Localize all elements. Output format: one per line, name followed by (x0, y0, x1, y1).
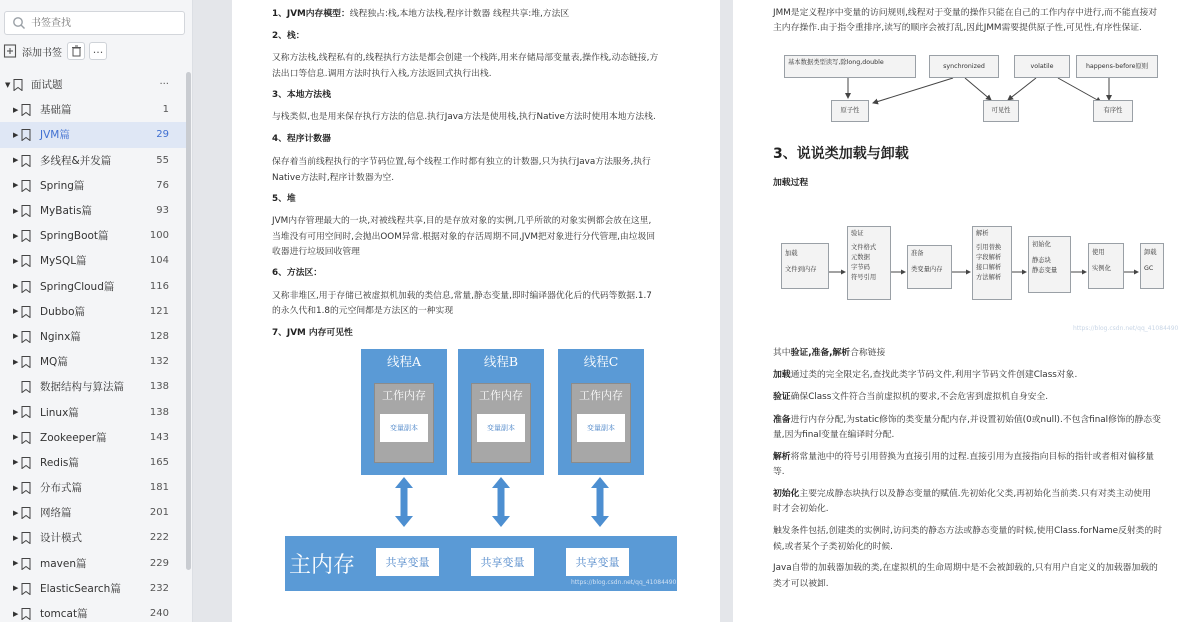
add-bookmark-icon (3, 44, 17, 58)
heap-text-line3: 收器进行垃圾回收管理 (272, 247, 360, 257)
flow-step-resolve-item: 引用替换 (976, 244, 1002, 251)
sidebar-item-label: JVM篇 (40, 129, 70, 142)
sidebar-item[interactable] (0, 349, 186, 374)
flow-step-prepare-desc: 类变量内存 (911, 266, 943, 273)
jmm-box-happens-before: happens-before原则 (1076, 55, 1158, 78)
delete-bookmark-button[interactable] (67, 42, 85, 60)
flow-step-use-desc: 实例化 (1092, 265, 1111, 272)
sidebar-item-label: maven篇 (40, 557, 87, 570)
sidebar-item-page: 104 (149, 255, 169, 267)
sidebar-item-page: 138 (149, 381, 169, 393)
sidebar-item-page: 100 (149, 230, 169, 242)
bookmark-icon (21, 155, 31, 167)
flow-step-resolve (972, 226, 1012, 300)
flow-step-verify (847, 226, 891, 300)
bookmark-icon (21, 331, 31, 343)
resolve-text-line2: 等. (773, 467, 785, 477)
flow-step-verify-item: 元数据 (851, 254, 870, 261)
pdf-page-right (733, 0, 1192, 622)
add-bookmark-button[interactable] (3, 42, 62, 60)
bookmark-icon (13, 79, 23, 91)
sidebar-item-label: 多线程&并发篇 (40, 154, 112, 167)
sidebar-item-page: 181 (149, 482, 169, 494)
heap-text-line1: JVM内存管理最大的一块,对被线程共享,目的是存放对象的实例,几乎所欲的对象实例都会放在这里, (272, 216, 652, 226)
bookmark-icon (21, 104, 31, 116)
shared-var-box: 共享变量 (471, 548, 534, 576)
expand-arrow-icon[interactable]: ▶ (13, 533, 19, 542)
thread-b-label: 线程B (483, 354, 519, 369)
jmm-box-basic-types: 基本数据类型读写,除long,double (784, 55, 916, 78)
sidebar-item-label: 基础篇 (40, 104, 72, 117)
stack-text-line2: 法出口等信息.调用方法时执行入栈,方法返回式执行出栈. (272, 69, 492, 79)
jmm-text-line2: 主内存操作.由于指令重排序,读写的顺序会被打乱,因此JMM需要提供原子性,可见性,有序性保证. (773, 23, 1142, 33)
more-options-button[interactable] (89, 42, 107, 60)
bookmark-icon (21, 406, 31, 418)
sidebar-item-page: 1 (162, 104, 169, 116)
var-copy-box: 变量副本 (477, 414, 525, 442)
sidebar-item-page: 201 (149, 507, 169, 519)
flow-step-verify-title: 验证 (851, 230, 864, 237)
section-heading-heap: 5、堆 (272, 194, 296, 204)
work-memory-label: 工作内存 (382, 389, 426, 402)
bookmark-icon (21, 230, 31, 242)
main-memory-label: 主内存 (289, 553, 356, 578)
jmm-result-ordering: 有序性 (1093, 100, 1133, 122)
trash-icon (71, 45, 82, 57)
sidebar-item[interactable] (0, 601, 186, 622)
sidebar-item-label: Linux篇 (40, 406, 79, 419)
jmm-box-synchronized: synchronized (929, 55, 999, 78)
bookmark-icon (21, 432, 31, 444)
sidebar-item[interactable] (0, 97, 186, 122)
jmm-result-atomicity: 原子性 (831, 100, 869, 122)
bookmark-root-label: 面试题 (31, 79, 63, 92)
bookmark-icon (21, 281, 31, 293)
flow-step-resolve-item: 接口解析 (976, 264, 1002, 271)
bookmark-icon (21, 457, 31, 469)
load-term: 加载 (773, 370, 791, 380)
sidebar-item-page: 240 (149, 608, 169, 620)
bookmark-tree (0, 72, 186, 622)
sidebar-item[interactable] (0, 425, 186, 450)
sidebar-item-label: tomcat篇 (40, 608, 88, 621)
bookmark-root-item[interactable] (0, 72, 186, 97)
sidebar-item-label: Spring篇 (40, 179, 85, 192)
page-gap-right (720, 0, 733, 622)
flow-step-load (781, 243, 829, 289)
resolve-term: 解析 (773, 452, 791, 462)
var-copy-box: 变量副本 (380, 414, 428, 442)
sidebar-item-page: 229 (149, 557, 169, 569)
flow-step-load-title: 加载 (785, 250, 798, 257)
sidebar-item[interactable] (0, 500, 186, 525)
double-arrow-b-icon (491, 477, 511, 527)
expand-arrow-icon[interactable]: ▶ (13, 156, 19, 165)
section-heading-jvm-model: 1、JVM内存模型： (272, 9, 350, 19)
unload-text-line1: Java自带的加载器加载的类,在虚拟机的生命周期中是不会被卸载的,只有用户自定义的加载器加载的 (773, 563, 1158, 573)
sidebar-item-label: 分布式篇 (40, 482, 82, 495)
native-stack-text: 与栈类似,也是用来保存执行方法的信息.执行Java方法是使用栈,执行Native方法时使用本地方法栈. (272, 112, 656, 122)
work-memory-label: 工作内存 (479, 389, 523, 402)
bookmark-icon (21, 507, 31, 519)
sidebar-item[interactable] (0, 223, 186, 248)
unload-text-line2: 类才可以被卸. (773, 579, 829, 589)
flow-step-init (1028, 236, 1071, 293)
expand-arrow-icon[interactable]: ▶ (13, 181, 19, 190)
flow-step-unload-title: 卸载 (1144, 249, 1157, 256)
more-options-label: ... (92, 42, 104, 56)
double-arrow-c-icon (590, 477, 610, 527)
sidebar-item[interactable] (0, 122, 186, 147)
bookmark-icon (21, 356, 31, 368)
load-text: 通过类的完全限定名,查找此类字节码文件,利用字节码文件创建Class对象. (790, 370, 1078, 380)
var-copy-box: 变量副本 (577, 414, 625, 442)
flow-watermark: https://blog.csdn.net/qq_41084490 (1073, 325, 1179, 332)
sidebar-item-label: MySQL篇 (40, 255, 87, 268)
trigger-text-line2: 候,或者某个子类初始化的时候. (773, 542, 893, 552)
expand-arrow-icon[interactable]: ▶ (13, 483, 19, 492)
prepare-text-line2: 量,因为final变量在编译时分配. (773, 430, 895, 440)
sidebar-item-page: 128 (149, 330, 169, 342)
thread-c-box (558, 349, 644, 475)
sidebar-item[interactable] (0, 198, 186, 223)
sidebar-item[interactable] (0, 148, 186, 173)
sidebar-item[interactable] (0, 324, 186, 349)
bookmark-toolbar (3, 42, 188, 60)
flow-step-unload-desc: GC (1144, 265, 1154, 272)
bookmark-icon (21, 608, 31, 620)
heap-text-line2: 当堆没有可用空间时,会抛出OOM异常.根据对象的存活周期不同,JVM把对象进行分代管理,由垃圾回 (272, 232, 656, 242)
sidebar-item-label: SpringBoot篇 (40, 230, 109, 243)
expand-arrow-icon[interactable]: ▶ (13, 458, 19, 467)
sidebar-item-page: 93 (156, 205, 169, 217)
work-memory-box (571, 383, 631, 463)
linking-prefix: 其中 (773, 348, 791, 358)
sidebar-item[interactable] (0, 576, 186, 601)
bookmark-icon (21, 558, 31, 570)
expand-arrow-icon[interactable]: ▶ (13, 559, 19, 568)
flow-step-use (1088, 243, 1124, 289)
jmm-text-line1: JMM是定义程序中变量的访问规则,线程对于变量的操作只能在自己的工作内存中进行,而不能直接对 (773, 8, 1158, 18)
expand-arrow-icon[interactable]: ▶ (13, 231, 19, 240)
sidebar-item-page: 232 (149, 582, 169, 594)
sidebar-item-page: 165 (149, 456, 169, 468)
bookmark-search-input[interactable] (31, 14, 181, 32)
sidebar-item-label: 设计模式 (40, 532, 82, 545)
sidebar-item-page: 76 (156, 179, 169, 191)
sidebar-item-page: 222 (149, 532, 169, 544)
section-heading-stack: 2、栈： (272, 31, 305, 41)
bookmark-icon (21, 583, 31, 595)
loading-process-subtitle: 加载过程 (773, 178, 809, 188)
section-heading-visibility: 7、JVM 内存可见性 (272, 328, 353, 338)
init-text-line2: 时才会初始化. (773, 504, 829, 514)
sidebar-item-label: MQ篇 (40, 356, 68, 369)
expand-arrow-icon[interactable]: ▶ (13, 357, 19, 366)
sidebar-item-page: 116 (149, 280, 169, 292)
flow-step-resolve-item: 字段解析 (976, 254, 1002, 261)
sidebar-item[interactable] (0, 399, 186, 424)
bookmark-sidebar (0, 0, 193, 622)
flow-step-load-desc: 文件到内存 (785, 266, 817, 273)
flow-step-verify-item: 文件格式 (851, 244, 877, 251)
search-icon (12, 16, 26, 30)
pc-text-line1: 保存着当前线程执行的字节码位置,每个线程工作时都有独立的计数器,只为执行Java方法服务,执行 (272, 157, 651, 167)
flow-step-init-item: 静态变量 (1032, 267, 1058, 274)
main-memory-box (285, 536, 677, 591)
sidebar-item-label: Nginx篇 (40, 330, 81, 343)
init-term: 初始化 (773, 489, 800, 499)
flow-step-use-title: 使用 (1092, 249, 1105, 256)
section-heading-classloading: 3、说说类加载与卸载 (773, 146, 909, 162)
pc-text-line2: Native方法时,程序计数器为空. (272, 173, 395, 183)
stack-text-line1: 又称方法栈,线程私有的,线程执行方法是都会创建一个栈阵,用来存储局部变量表,操作栈,动态链接,方 (272, 53, 659, 63)
flow-step-verify-item: 符号引用 (851, 274, 877, 281)
bookmark-icon (21, 306, 31, 318)
pdf-page-left (232, 0, 720, 622)
method-area-text-line1: 又称非堆区,用于存储已被虚拟机加载的类信息,常量,静态变量,即时编译器优化后的代码等数据.1.7 (272, 291, 652, 301)
sidebar-item[interactable] (0, 551, 186, 576)
section-heading-pc: 4、程序计数器 (272, 134, 331, 144)
sidebar-item[interactable] (0, 248, 186, 273)
expand-arrow-icon[interactable]: ▶ (13, 130, 19, 139)
expand-arrow-icon[interactable]: ▶ (13, 256, 19, 265)
sidebar-item[interactable] (0, 299, 186, 324)
bookmark-icon (21, 381, 31, 393)
bookmark-icon (21, 482, 31, 494)
work-memory-label: 工作内存 (579, 389, 623, 402)
bookmark-icon (21, 255, 31, 267)
collapse-arrow-icon[interactable]: ▼ (5, 80, 11, 89)
method-area-text-line2: 的永久代和1.8的元空间都是方法区的一种实现 (272, 306, 454, 316)
sidebar-item[interactable] (0, 450, 186, 475)
flow-step-init-item: 静态块 (1032, 257, 1051, 264)
resolve-text-line1: 将常量池中的符号引用替换为直接引用的过程.直接引用为直接指向目标的指针或者相对偏移量 (790, 452, 1155, 462)
sidebar-item-label: SpringCloud篇 (40, 280, 115, 293)
add-bookmark-label: 添加书签 (22, 47, 62, 59)
expand-arrow-icon[interactable]: ▶ (13, 105, 19, 114)
sidebar-item-page: 132 (149, 356, 169, 368)
jmm-box-volatile: volatile (1014, 55, 1070, 78)
expand-arrow-icon[interactable]: ▶ (13, 433, 19, 442)
diagram-watermark: https://blog.csdn.net/qq_41084490 (571, 579, 677, 586)
bookmark-icon (21, 532, 31, 544)
bookmark-root-more[interactable]: ... (159, 76, 169, 88)
sidebar-item-label: Redis篇 (40, 456, 79, 469)
linking-suffix: 合称链接 (850, 348, 886, 358)
bookmark-icon (21, 129, 31, 141)
bookmark-icon (21, 180, 31, 192)
sidebar-item[interactable] (0, 274, 186, 299)
flow-step-init-title: 初始化 (1032, 241, 1051, 248)
expand-arrow-icon[interactable]: ▶ (13, 307, 19, 316)
expand-arrow-icon[interactable]: ▶ (13, 332, 19, 341)
expand-arrow-icon[interactable]: ▶ (13, 282, 19, 291)
flow-step-prepare (907, 245, 952, 289)
trigger-text-line1: 触发条件包括,创建类的实例时,访问类的静态方法或静态变量的时候,使用Class.forName反射类的时 (773, 526, 1163, 536)
init-text-line1: 主要完成静态块执行以及静态变量的赋值.先初始化父类,再初始化当前类.只有对类主动使用 (799, 489, 1151, 499)
double-arrow-a-icon (394, 477, 414, 527)
sidebar-item[interactable] (0, 374, 186, 399)
sidebar-item-label: Zookeeper篇 (40, 431, 107, 444)
flow-step-unload (1140, 243, 1164, 289)
expand-arrow-icon[interactable]: ▶ (13, 584, 19, 593)
sidebar-item-label: 网络篇 (40, 507, 72, 520)
page-gap-left (193, 0, 232, 622)
sidebar-item-page: 55 (156, 154, 169, 166)
bookmark-search-box[interactable] (4, 11, 185, 35)
expand-arrow-icon[interactable]: ▶ (13, 508, 19, 517)
flow-step-prepare-title: 准备 (911, 250, 924, 257)
thread-a-box (361, 349, 447, 475)
sidebar-item[interactable] (0, 173, 186, 198)
bookmark-icon (21, 205, 31, 217)
prepare-text-line1: 进行内存分配,为static修饰的类变量分配内存,并设置初始值(0或null).不包含final修饰的静态变 (790, 415, 1161, 425)
shared-var-box: 共享变量 (376, 548, 439, 576)
expand-arrow-icon[interactable]: ▶ (13, 609, 19, 618)
flow-step-verify-item: 字节码 (851, 264, 870, 271)
sidebar-item-label: Dubbo篇 (40, 305, 85, 318)
expand-arrow-icon[interactable]: ▶ (13, 206, 19, 215)
section-heading-method-area: 6、方法区： (272, 268, 323, 278)
sidebar-item-page: 121 (149, 305, 169, 317)
sidebar-item-label: MyBatis篇 (40, 205, 92, 218)
thread-b-box (458, 349, 544, 475)
sidebar-item-label: 数据结构与算法篇 (40, 381, 124, 394)
sidebar-item-label: ElasticSearch篇 (40, 582, 121, 595)
jmm-result-visibility: 可见性 (983, 100, 1019, 122)
shared-var-box: 共享变量 (566, 548, 629, 576)
sidebar-item-page: 29 (156, 129, 169, 141)
sidebar-item-page: 138 (149, 406, 169, 418)
flow-step-resolve-title: 解析 (976, 230, 989, 237)
sidebar-item-page: 143 (149, 431, 169, 443)
thread-a-label: 线程A (386, 354, 422, 369)
jvm-model-text: 线程独占:栈,本地方法栈,程序计数器 线程共享:堆,方法区 (349, 9, 570, 19)
sidebar-item[interactable] (0, 475, 186, 500)
thread-c-label: 线程C (583, 354, 619, 369)
work-memory-box (374, 383, 434, 463)
section-heading-native-stack: 3、本地方法栈 (272, 90, 331, 100)
verify-term: 验证 (773, 392, 791, 402)
sidebar-item[interactable] (0, 525, 186, 550)
work-memory-box (471, 383, 531, 463)
linking-bold: 验证,准备,解析 (790, 348, 851, 358)
verify-text: 确保Class文件符合当前虚拟机的要求,不会危害到虚拟机自身安全. (790, 392, 1049, 402)
sidebar-scrollbar[interactable] (186, 72, 191, 570)
expand-arrow-icon[interactable]: ▶ (13, 408, 19, 417)
flow-step-resolve-item: 方法解析 (976, 274, 1002, 281)
prepare-term: 准备 (773, 415, 791, 425)
